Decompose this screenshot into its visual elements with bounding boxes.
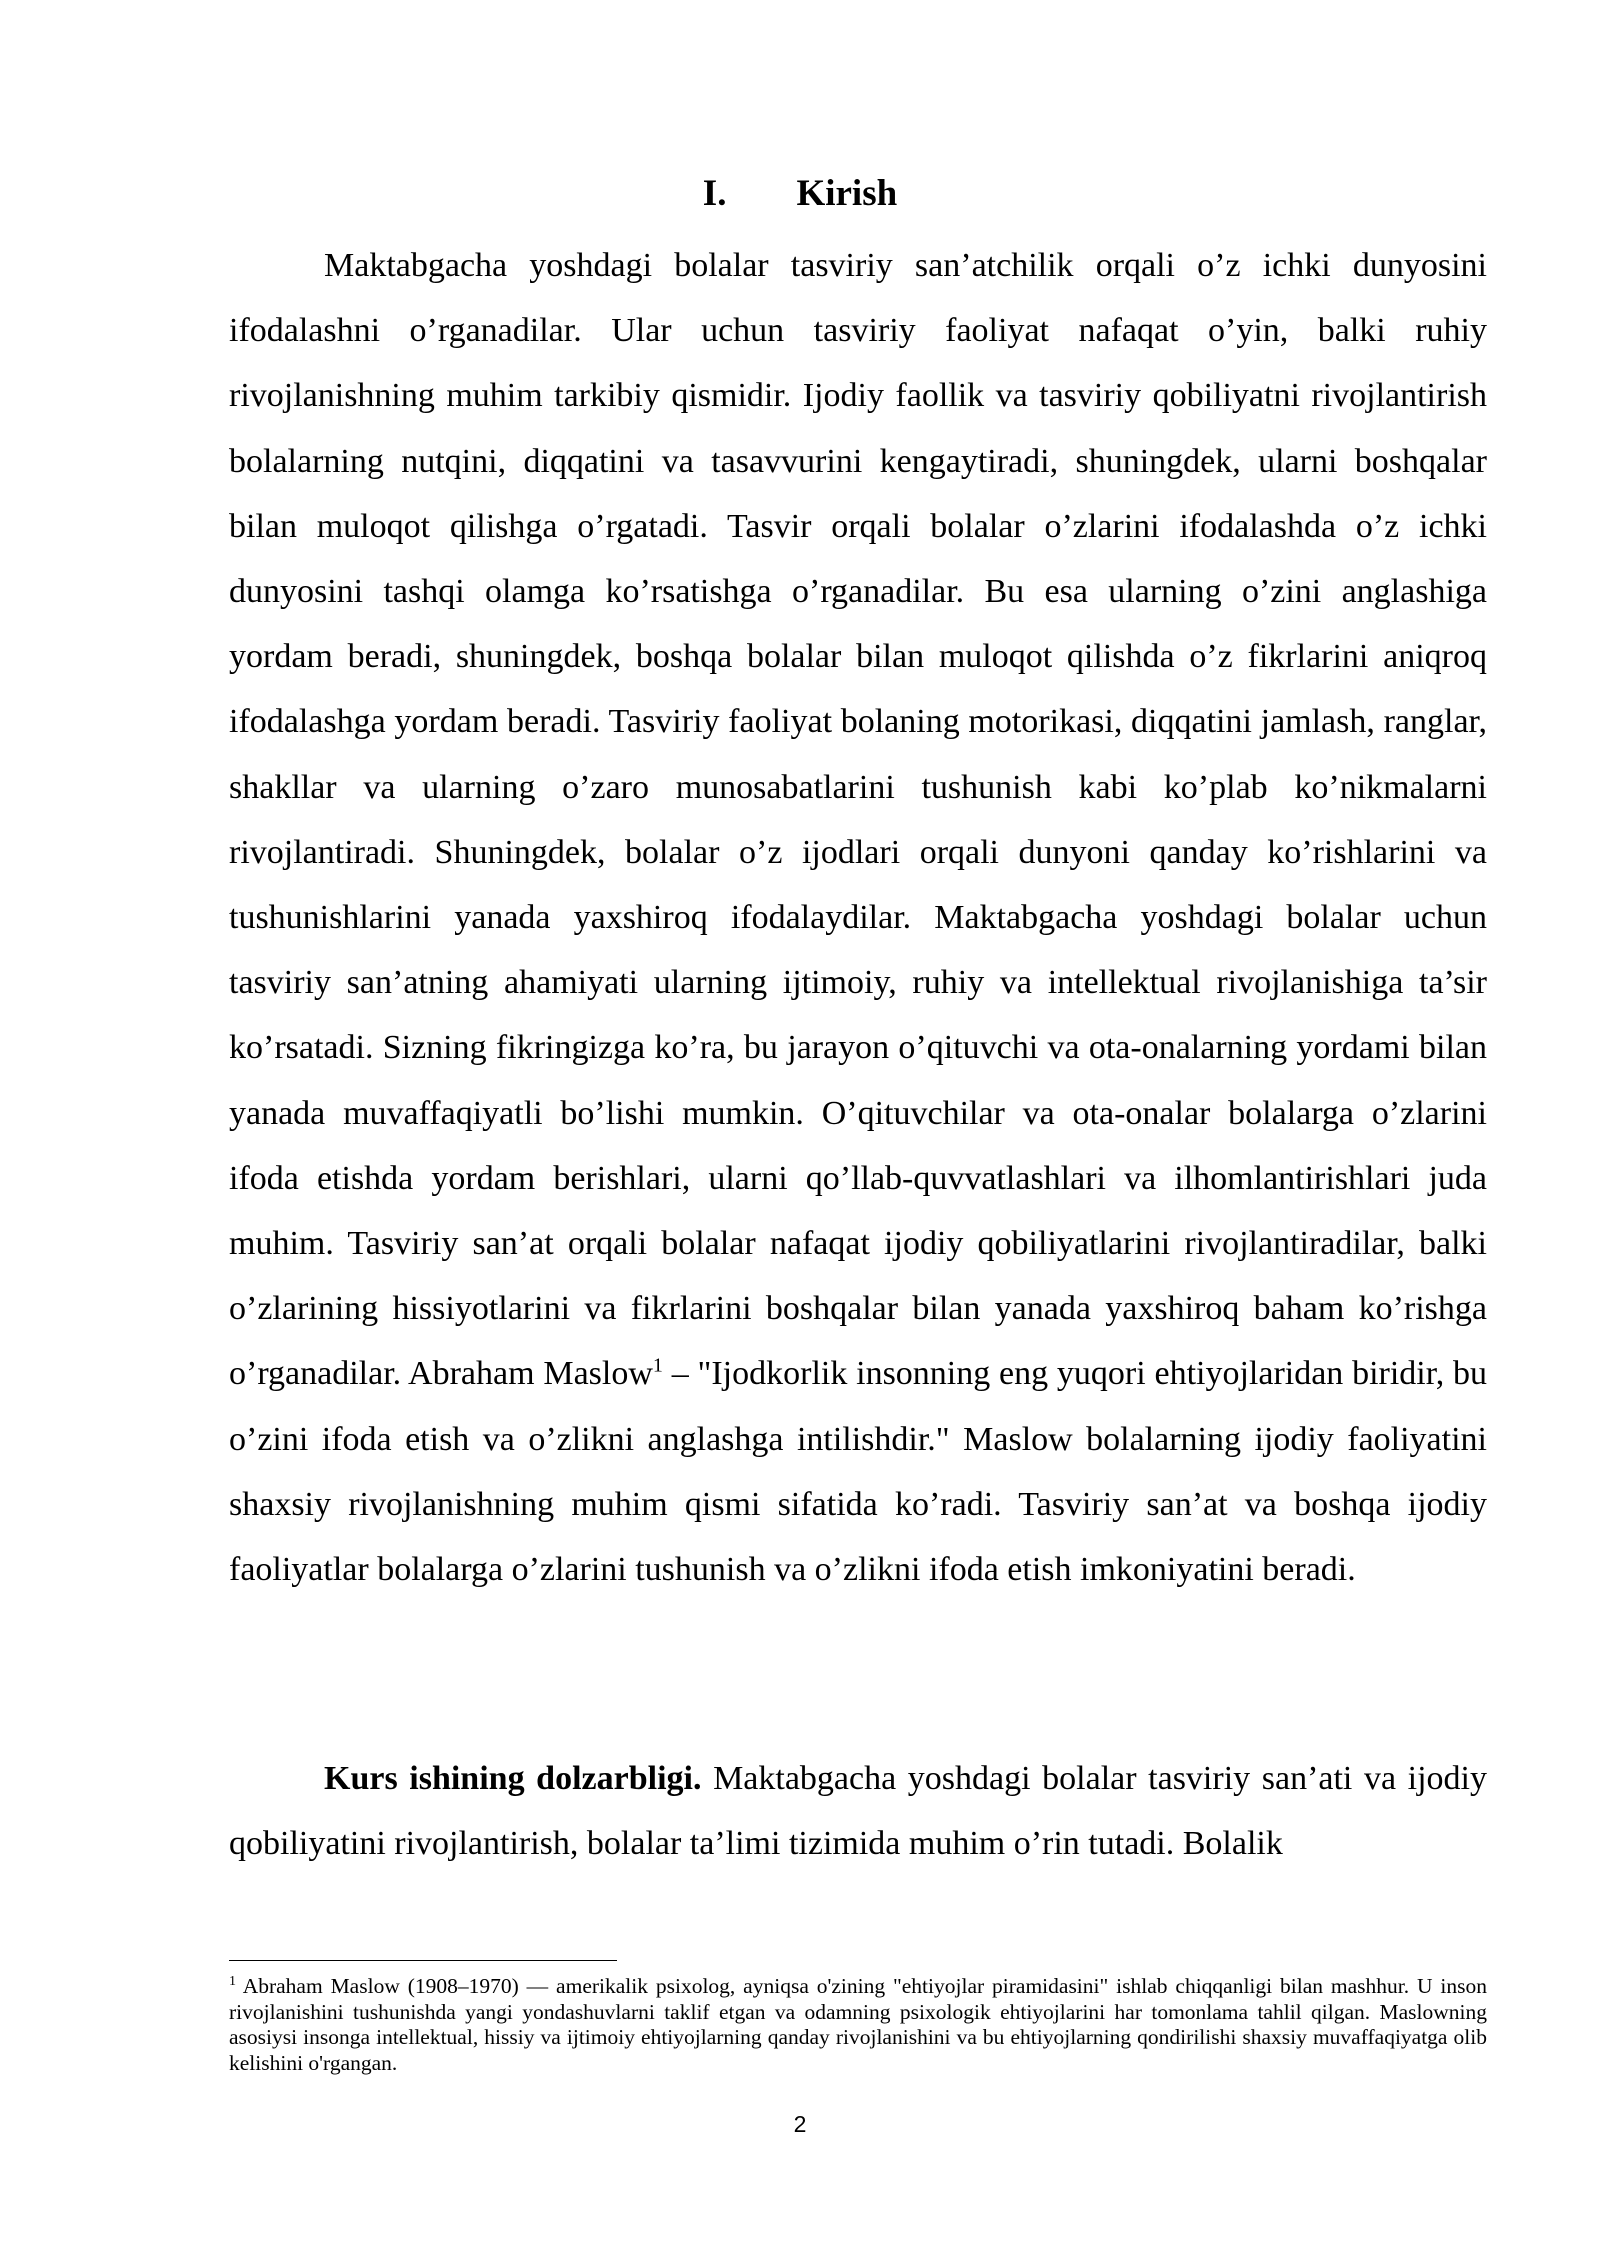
section-number: I.: [702, 172, 727, 214]
footnote: [229, 1974, 1487, 2076]
section-heading: [0, 172, 1600, 216]
footnote-reference: 1: [652, 1355, 663, 1378]
section-title: Kirish: [796, 172, 898, 214]
relevance-heading: Kurs ishining dolzarbligi.: [324, 1760, 702, 1797]
footnote-separator: [229, 1960, 617, 1961]
paragraph-text-continued: – "Ijodkorlik insonning eng yuqori ehtiyojlaridan biridir, bu o’zini ifoda etish va o’zlikni anglashga intilishdir." Maslow bolalarning ijodiy faoliyatini shaxsiy rivojlanishning muhim qismi sifatida ko’radi. Tasviriy san’at va boshqa ijodiy faoliyatlar bolalarga o’zlarini tushunish va o’zlikni ifoda etish imkoniyatini beradi.: [229, 1355, 1488, 1589]
intro-paragraph: [229, 233, 1487, 1602]
paragraph-text: Maktabgacha yoshdagi bolalar tasviriy san’atchilik orqali o’z ichki dunyosini ifodalashni o’rganadilar. Ular uchun tasviriy faoliyat nafaqat o’yin, balki ruhiy rivojlanishning muhim tarkibiy qismidir. Ijodiy faollik va tasviriy qobiliyatni rivojlantirish bolalarning nutqini, diqqatini va tasavvurini kengaytiradi, shuningdek, ularni boshqalar bilan muloqot qilishga o’rgatadi. Tasvir orqali bolalar o’zlarini ifodalashda o’z ichki dunyosini tashqi olamga ko’rsatishga o’rganadilar. Bu esa ularning o’zini anglashiga yordam beradi, shuningdek, boshqa bolalar bilan muloqot qilishda o’z fikrlarini aniqroq ifodalashga yordam beradi. Tasviriy faoliyat bolaning motorikasi, diqqatini jamlash, ranglar, shakllar va ularning o’zaro munosabatlarini tushunish kabi ko’plab ko’nikmalarni rivojlantiradi. Shuningdek, bolalar o’z ijodlari orqali dunyoni qanday ko’rishlarini va tushunishlarini yanada yaxshiroq ifodalaydilar. Maktabgacha yoshdagi bolalar uchun tasviriy san’atning ahamiyati ularning ijtimoiy, ruhiy va intellektual rivojlanishiga ta’sir ko’rsatadi. Sizning fikringizga ko’ra, bu jarayon o’qituvchi va ota-onalarning yordami bilan yanada muvaffaqiyatli bo’lishi mumkin. O’qituvchilar va ota-onalar bolalarga o’zlarini ifoda etishda yordam berishlari, ularni qo’llab-quvvatlashlari va ilhomlantirishlari juda muhim. Tasviriy san’at orqali bolalar nafaqat ijodiy qobiliyatlarini rivojlantiradilar, balki o’zlarining hissiyotlarini va fikrlarini boshqalar bilan yanada yaxshiroq baham ko’rishga o’rganadilar. Abraham Maslow: [229, 247, 1487, 1393]
relevance-text: Maktabgacha yoshdagi bolalar tasviriy san’ati va ijodiy qobiliyatini rivojlantirish, bolalar ta’limi tizimida muhim o’rin tutadi. Bolalik: [229, 1760, 1487, 1863]
relevance-paragraph: [229, 1746, 1487, 1876]
page-number: 2: [793, 2111, 807, 2137]
footnote-number: 1: [229, 1973, 236, 1989]
footnote-text: Abraham Maslow (1908–1970) — amerikalik psixolog, ayniqsa o'zining "ehtiyojlar piramidasini" ishlab chiqqanligi bilan mashhur. U inson rivojlanishini tushunishda yangi yondashuvlarni taklif etgan va odamning psixologik ehtiyojlarini har tomonlama tahlil qilgan. Maslowning asosiysi insonga intellektual, hissiy va ijtimoiy ehtiyojlarning qanday rivojlanishini va bu ehtiyojlarning qondirilishi shaxsiy muvaffaqiyatga olib kelishini o'rgangan.: [229, 1974, 1487, 2075]
